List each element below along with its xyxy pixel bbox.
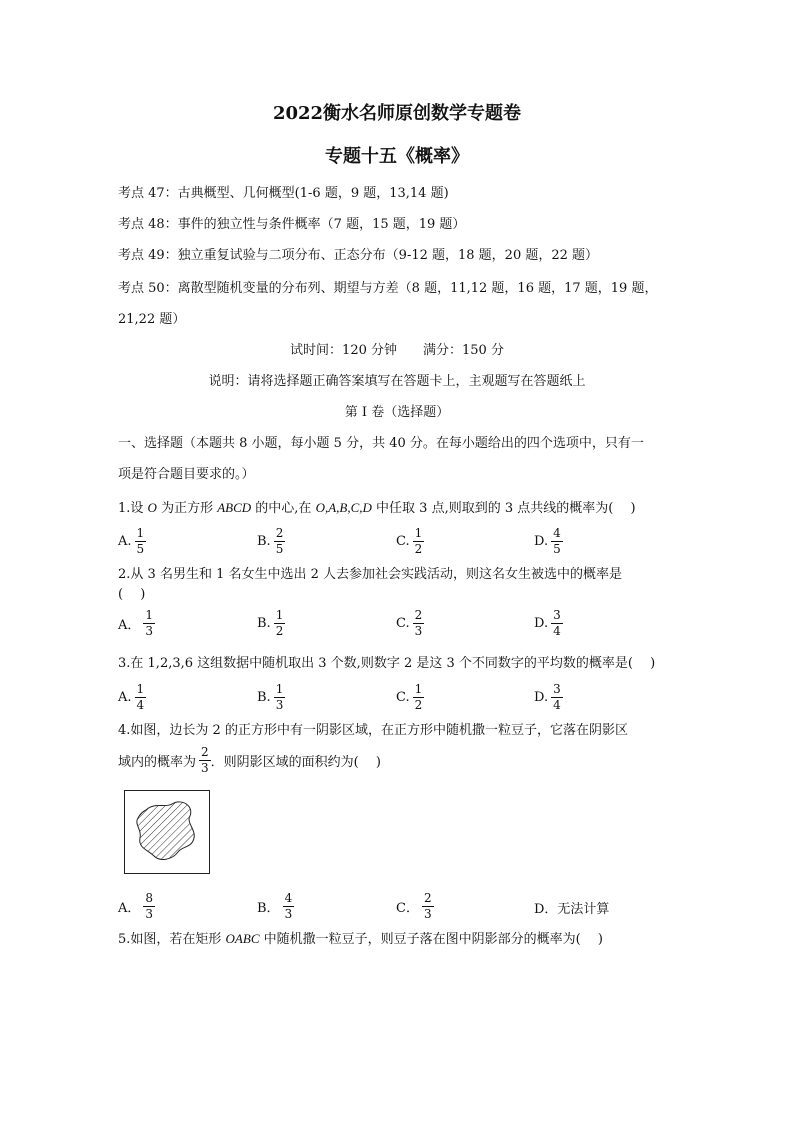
question-5: 5.如图，若在矩形 OABC 中随机撒一粒豆子，则豆子落在图中阴影部分的概率为( ): [118, 931, 603, 947]
exam-info: 试时间：120 分钟 满分：150 分: [290, 343, 504, 358]
question-2-paren: ( ): [118, 587, 146, 602]
point-47: 考点 47：古典概型、几何概型(1-6 题，9 题，13,14 题): [118, 186, 449, 201]
q1-option-c: C. $\frac{1}{2}$: [396, 526, 423, 556]
point-48: 考点 48：事件的独立性与条件概率（7 题，15 题，19 题）: [118, 217, 466, 232]
q4-square-figure: [124, 790, 210, 874]
q2-option-c: C. $\frac{2}{3}$: [396, 608, 423, 638]
q2-option-b: B. $\frac{1}{2}$: [257, 608, 284, 638]
shaded-region-diagram: [124, 790, 210, 874]
question-4-line2: 域内的概率为 $\frac{2}{3}$ ．则阴影区域的面积约为( ): [118, 745, 381, 775]
volume-title: 第 I 卷（选择题）: [344, 405, 450, 420]
q3-option-d: D. $\frac{3}{4}$: [534, 682, 561, 712]
point-50-cont: 21,22 题）: [118, 312, 186, 327]
q2-option-a: A． $\frac{1}{3}$: [118, 608, 154, 638]
exam-title: 2022衡水名师原创数学专题卷: [272, 103, 522, 124]
question-1: 1.设 O 为正方形 ABCD 的中心,在 O,A,B,C,D 中任取 3 点,则取到的 3 点共线的概率为( ): [118, 500, 636, 516]
q4-option-d: D．无法计算: [534, 902, 610, 917]
question-4-line1: 4.如图，边长为 2 的正方形中有一阴影区域，在正方形中随机撒一粒豆子，它落在阴影区: [118, 723, 628, 738]
point-49: 考点 49：独立重复试验与二项分布、正态分布（9-12 题，18 题，20 题，22 题）: [118, 248, 599, 263]
q3-option-a: A. $\frac{1}{4}$: [118, 682, 145, 712]
question-3: 3.在 1,2,3,6 这组数据中随机取出 3 个数,则数字 2 是这 3 个不同数字的平均数的概率是( ): [118, 656, 656, 671]
q1-option-a: A. $\frac{1}{5}$: [118, 526, 145, 556]
q1-option-d: D. $\frac{4}{5}$: [534, 526, 561, 556]
question-2: 2.从 3 名男生和 1 名女生中选出 2 人去参加社会实践活动，则这名女生被选中的概率是: [118, 567, 623, 582]
section-title-line1: 一、选择题（本题共 8 小题，每小题 5 分，共 40 分。在每小题给出的四个选项中，只有一: [118, 436, 644, 451]
q3-option-b: B. $\frac{1}{3}$: [257, 682, 284, 712]
point-50: 考点 50：离散型随机变量的分布列、期望与方差（8 题，11,12 题，16 题，17 题，19 题，: [118, 281, 658, 296]
exam-subtitle: 专题十五《概率》: [325, 146, 469, 167]
section-title-line2: 项是符合题目要求的。）: [118, 467, 255, 482]
q1-option-b: B. $\frac{2}{5}$: [257, 526, 284, 556]
q2-option-d: D. $\frac{3}{4}$: [534, 608, 561, 638]
instruction: 说明：请将选择题正确答案填写在答题卡上，主观题写在答题纸上: [208, 374, 586, 389]
q4-option-c: C． $\frac{2}{3}$: [396, 891, 432, 921]
q4-option-b: B． $\frac{4}{3}$: [257, 891, 293, 921]
q4-option-a: A． $\frac{8}{3}$: [118, 891, 154, 921]
q3-option-c: C. $\frac{1}{2}$: [396, 682, 423, 712]
